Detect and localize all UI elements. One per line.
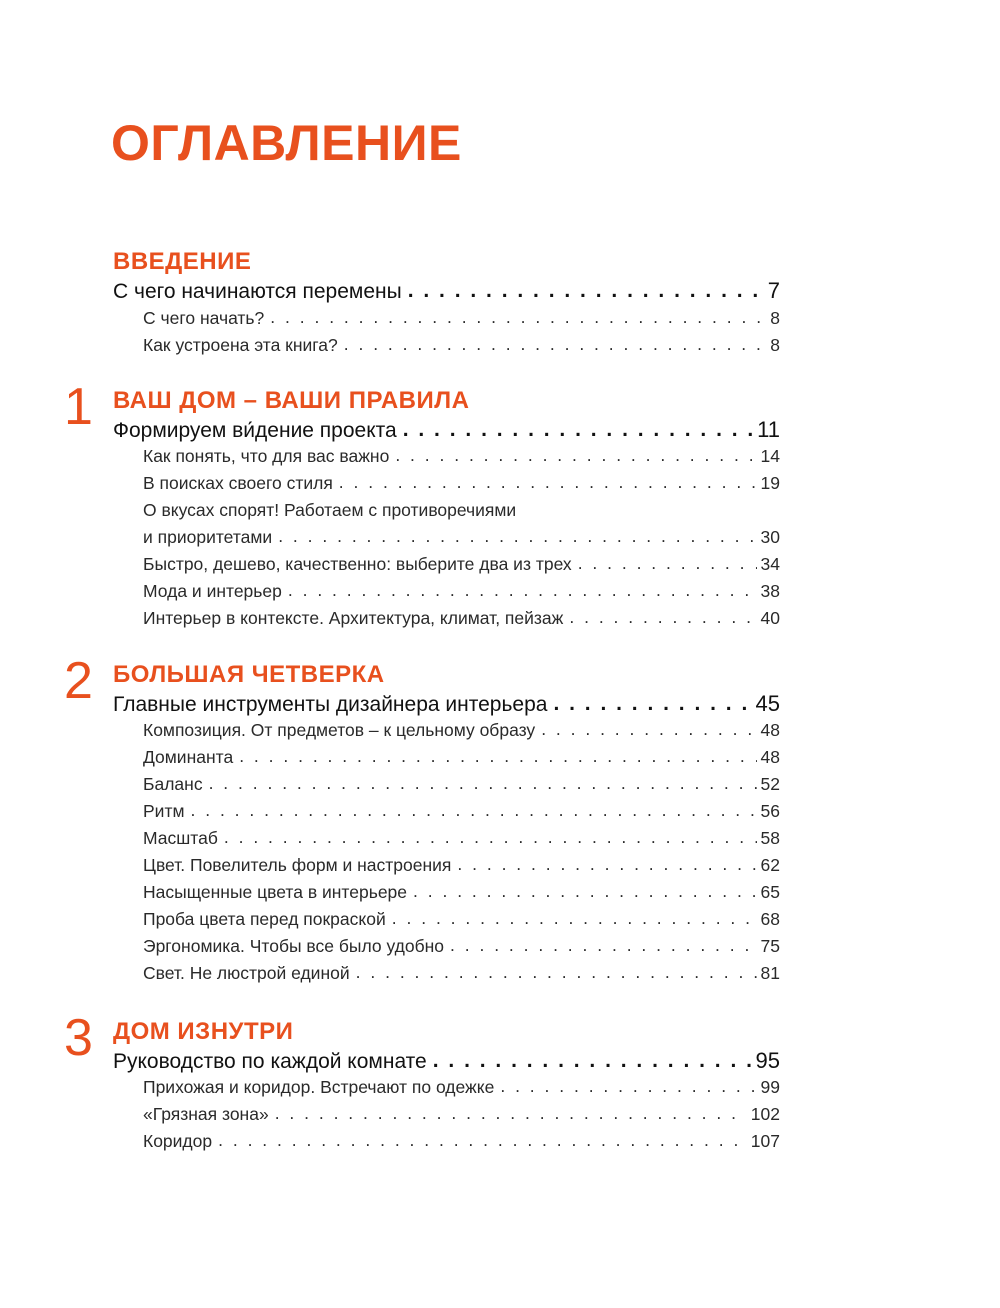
toc-main-entry[interactable] (113, 1048, 780, 1074)
toc-entry[interactable] (143, 963, 780, 984)
leader-dots (413, 881, 757, 902)
toc-page-number: 40 (760, 608, 780, 628)
toc-page-number: 56 (760, 801, 780, 821)
page-title: ОГЛАВЛЕНИЕ (111, 115, 462, 171)
toc-entry-label: Свет. Не люстрой единой (143, 963, 350, 983)
toc-page-number: 99 (760, 1077, 780, 1097)
leader-dots (450, 935, 757, 956)
toc-entry-label: Масштаб (143, 828, 218, 848)
leader-dots (392, 908, 757, 929)
toc-entry[interactable] (143, 500, 516, 521)
toc-entry[interactable] (143, 1131, 780, 1152)
toc-entry-label: Эргономика. Чтобы все было удобно (143, 936, 445, 956)
leader-dots (578, 553, 757, 574)
toc-page-number: 62 (760, 855, 780, 875)
toc-entry[interactable] (143, 909, 780, 930)
toc-entry-label: Руководство по каждой комнате (113, 1050, 427, 1073)
toc-page-number: 7 (767, 278, 780, 303)
leader-dots (395, 445, 756, 466)
leader-dots (408, 279, 764, 303)
leader-dots (278, 526, 756, 547)
toc-entry-label: Формируем ви́дение проекта (113, 419, 397, 442)
leader-dots (500, 1076, 756, 1097)
toc-entry-label: Прихожая и коридор. Встречают по одежке (143, 1077, 495, 1097)
toc-entry-label: «Грязная зона» (143, 1104, 269, 1124)
toc-page-number: 8 (770, 335, 780, 355)
leader-dots (209, 773, 757, 794)
leader-dots (356, 962, 757, 983)
toc-entry[interactable] (143, 581, 780, 602)
leader-dots (275, 1103, 747, 1124)
toc-entry[interactable] (143, 882, 780, 903)
section-title: ДОМ ИЗНУТРИ (113, 1018, 294, 1045)
toc-entry[interactable] (143, 1104, 780, 1125)
chapter-number: 3 (64, 1009, 93, 1067)
toc-entry-label: Цвет. Повелитель форм и настроения (143, 855, 452, 875)
toc-entry-label: Быстро, дешево, качественно: выберите два из трех (143, 554, 572, 574)
leader-dots (344, 334, 767, 355)
toc-entry-label: О вкусах спорят! Работаем с противоречиями (143, 500, 517, 520)
toc-entry-label: Проба цвета перед покраской (143, 909, 386, 929)
toc-entry-label: Интерьер в контексте. Архитектура, климат, пейзаж (143, 608, 564, 628)
leader-dots (224, 827, 757, 848)
toc-entry-label: Как устроена эта книга? (143, 335, 338, 355)
toc-page-number: 38 (760, 581, 780, 601)
chapter-number: 2 (64, 652, 93, 710)
toc-entry[interactable] (143, 828, 780, 849)
leader-dots (553, 692, 751, 716)
toc-page-number: 95 (755, 1048, 780, 1073)
toc-page-number: 65 (760, 882, 780, 902)
leader-dots (270, 307, 766, 328)
toc-page-number: 48 (760, 720, 780, 740)
toc-entry[interactable] (143, 308, 780, 329)
toc-page-number: 45 (755, 691, 780, 716)
toc-entry-label: С чего начать? (143, 308, 265, 328)
toc-entry-label: Насыщенные цвета в интерьере (143, 882, 408, 902)
leader-dots (288, 580, 757, 601)
toc-page-number: 75 (760, 936, 780, 956)
toc-page-number: 30 (760, 527, 780, 547)
toc-entry-label: С чего начинаются перемены (113, 280, 402, 303)
toc-entry[interactable] (143, 554, 780, 575)
leader-dots (541, 719, 756, 740)
toc-page-number: 107 (750, 1131, 780, 1151)
toc-entry[interactable] (143, 473, 780, 494)
toc-entry[interactable] (143, 801, 780, 822)
toc-entry-label: Ритм (143, 801, 185, 821)
toc-page-number: 19 (760, 473, 780, 493)
toc-entry-label: Мода и интерьер (143, 581, 282, 601)
chapter-number: 1 (64, 378, 93, 436)
toc-entry[interactable] (143, 774, 780, 795)
toc-entry-label: и приоритетами (143, 527, 273, 547)
toc-page-number: 8 (770, 308, 780, 328)
toc-entry-label: В поисках своего стиля (143, 473, 333, 493)
toc-entry-label: Коридор (143, 1131, 213, 1151)
toc-entry[interactable] (143, 747, 780, 768)
leader-dots (569, 607, 756, 628)
toc-entry-label: Главные инструменты дизайнера интерьера (113, 693, 548, 716)
toc-entry-label: Баланс (143, 774, 203, 794)
leader-dots (339, 472, 757, 493)
toc-entry[interactable] (143, 335, 780, 356)
toc-page-number: 11 (757, 417, 780, 442)
toc-entry-label: Доминанта (143, 747, 234, 767)
leader-dots (433, 1049, 752, 1073)
section-title: ВАШ ДОМ – ВАШИ ПРАВИЛА (113, 387, 470, 414)
leader-dots (457, 854, 756, 875)
toc-page-number: 52 (760, 774, 780, 794)
toc-entry[interactable] (143, 855, 780, 876)
toc-page-number: 14 (760, 446, 780, 466)
leader-dots (239, 746, 756, 767)
toc-page-number: 58 (760, 828, 780, 848)
toc-entry[interactable] (143, 527, 780, 548)
toc-main-entry[interactable] (113, 691, 780, 717)
leader-dots (403, 418, 753, 442)
toc-entry[interactable] (143, 1077, 780, 1098)
leader-dots (218, 1130, 747, 1151)
toc-entry[interactable] (143, 446, 780, 467)
leader-dots (191, 800, 757, 821)
toc-entry-label: Как понять, что для вас важно (143, 446, 390, 466)
toc-entry[interactable] (143, 936, 780, 957)
toc-entry-label: Композиция. От предметов – к цельному образу (143, 720, 536, 740)
toc-main-entry[interactable] (113, 417, 780, 443)
toc-main-entry[interactable] (113, 278, 780, 304)
toc-entry[interactable] (143, 720, 780, 741)
section-title: БОЛЬШАЯ ЧЕТВЕРКА (113, 661, 385, 688)
toc-page-number: 48 (760, 747, 780, 767)
toc-page-number: 34 (760, 554, 780, 574)
toc-page-number: 102 (750, 1104, 780, 1124)
toc-page-number: 68 (760, 909, 780, 929)
toc-entry[interactable] (143, 608, 780, 629)
section-title: ВВЕДЕНИЕ (113, 248, 252, 275)
toc-page-number: 81 (760, 963, 780, 983)
